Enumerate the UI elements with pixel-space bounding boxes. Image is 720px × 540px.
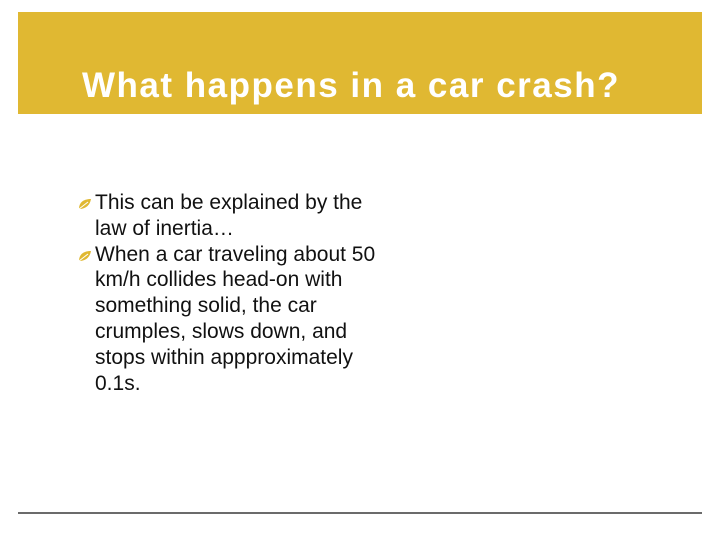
bottom-divider [18, 512, 702, 514]
bullet-list [78, 190, 378, 396]
slide-title: What happens in a car crash? [82, 66, 620, 105]
bullet-item [78, 242, 378, 397]
bullet-text: When a car traveling about 50 km/h collides head-on with something solid, the car crumples, slows down, and stops within appproximately 0.1s. [95, 242, 376, 395]
bullet-text: This can be explained by the law of inertia… [95, 191, 363, 240]
leaf-bullet-icon [78, 250, 92, 262]
leaf-bullet-icon [78, 198, 92, 210]
bullet-item [78, 190, 378, 242]
